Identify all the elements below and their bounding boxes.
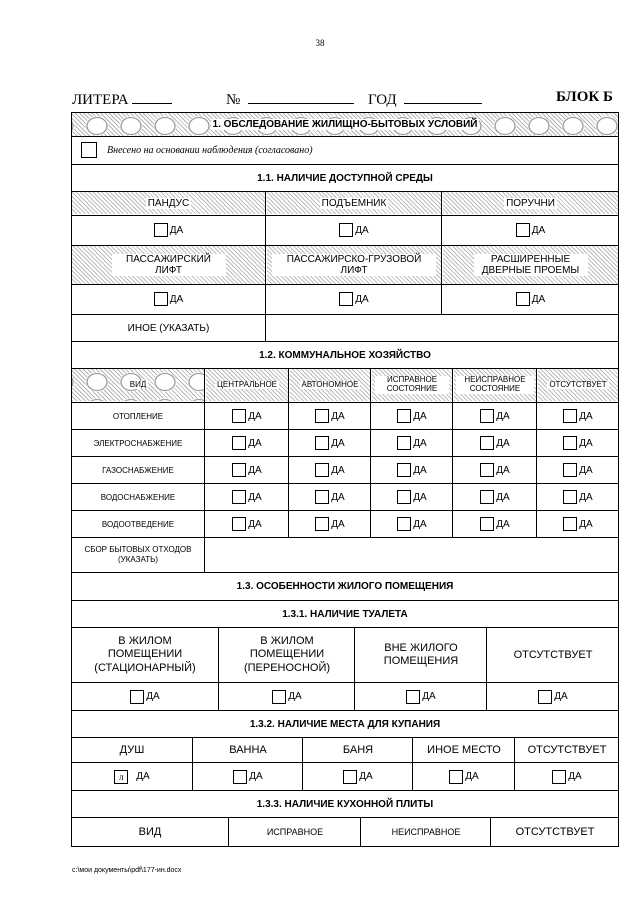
utility-autonomous-checkbox[interactable] [315, 490, 329, 504]
toilet-absent-checkbox[interactable] [538, 690, 552, 704]
utility-working-yes[interactable]: ДА [372, 430, 452, 456]
col-absent: ОТСУТСТВУЕТ [538, 369, 618, 401]
utility-central-checkbox[interactable] [232, 436, 246, 450]
file-path-footer: c:\мои документы\pdf\177-ин.docx [72, 867, 182, 874]
toilet-absent-header: ОТСУТСТВУЕТ [513, 649, 593, 661]
utility-working-checkbox[interactable] [397, 517, 411, 531]
toilet-stationary-yes[interactable]: ДА [72, 683, 218, 710]
utility-autonomous-yes[interactable]: ДА [290, 484, 370, 510]
bath-shower-header: ДУШ [119, 744, 145, 756]
toilet-stationary-checkbox[interactable] [130, 690, 144, 704]
col-autonomous: АВТОНОМНОЕ [290, 369, 370, 401]
bath-tub-header: ВАННА [229, 744, 267, 756]
section-1-3-2-title-bar [72, 711, 618, 737]
utility-central-checkbox[interactable] [232, 409, 246, 423]
utility-row-label: ГАЗОСНАБЖЕНИЕ [102, 465, 174, 475]
utility-working-yes[interactable]: ДА [372, 484, 452, 510]
section-1-3-3-title: 1.3.3. НАЛИЧИЕ КУХОННОЙ ПЛИТЫ [256, 798, 434, 810]
utility-working-checkbox[interactable] [397, 436, 411, 450]
utility-central-checkbox[interactable] [232, 490, 246, 504]
lift-header: ПОДЪЕМНИК [267, 192, 441, 214]
observed-checkbox[interactable] [81, 142, 97, 158]
utility-central-checkbox[interactable] [232, 463, 246, 477]
utility-row-label: ВОДООТВЕДЕНИЕ [101, 519, 175, 529]
utility-central-checkbox[interactable] [232, 517, 246, 531]
bath-sauna-header: БАНЯ [342, 744, 374, 756]
toilet-portable-checkbox[interactable] [272, 690, 286, 704]
bath-other-header: ИНОЕ МЕСТО [427, 744, 501, 756]
number-label: № [226, 92, 241, 108]
section-1-title: 1. ОБСЛЕДОВАНИЕ ЖИЛИЩНО-БЫТОВЫХ УСЛОВИЙ [212, 119, 478, 130]
bath-other-yes[interactable]: ДА [414, 763, 514, 790]
utility-working-yes[interactable]: ДА [372, 511, 452, 537]
utility-central-yes[interactable]: ДА [206, 484, 288, 510]
toilet-portable-yes[interactable]: ДА [220, 683, 354, 710]
section-1-3-1-title: 1.3.1. НАЛИЧИЕ ТУАЛЕТА [282, 608, 408, 620]
utility-broken-checkbox[interactable] [480, 517, 494, 531]
section-1-title-bar [72, 113, 618, 136]
bath-shower-checkbox[interactable]: л [114, 770, 128, 784]
section-1-3-1-title-bar [72, 601, 618, 627]
utility-autonomous-yes[interactable]: ДА [290, 403, 370, 429]
bath-absent-header: ОТСУТСТВУЕТ [527, 744, 607, 756]
toilet-portable-header: В ЖИЛОМ ПОМЕЩЕНИИ (ПЕРЕНОСНОЙ) [243, 635, 331, 674]
section-1-2-title-bar [72, 342, 618, 368]
bath-tub-checkbox[interactable] [233, 770, 247, 784]
bath-shower-yes[interactable]: л ДА [72, 763, 192, 790]
utility-absent-checkbox[interactable] [563, 436, 577, 450]
section-1-1-title-bar [72, 165, 618, 191]
utility-broken-checkbox[interactable] [480, 409, 494, 423]
litera-field[interactable] [72, 89, 172, 109]
freight-lift-header: ПАССАЖИРСКО-ГРУЗОВОЙ ЛИФТ [267, 246, 441, 284]
utility-broken-yes[interactable]: ДА [454, 457, 536, 483]
utility-row-label: ВОДОСНАБЖЕНИЕ [100, 492, 176, 502]
passenger-lift-checkbox[interactable] [154, 292, 168, 306]
utility-working-checkbox[interactable] [397, 463, 411, 477]
utility-absent-yes[interactable]: ДА [538, 484, 618, 510]
section-1-2-title: 1.2. КОММУНАЛЬНОЕ ХОЗЯЙСТВО [259, 349, 431, 361]
utility-central-yes[interactable]: ДА [206, 457, 288, 483]
bath-sauna-checkbox[interactable] [343, 770, 357, 784]
wide-doors-header: РАСШИРЕННЫЕ ДВЕРНЫЕ ПРОЕМЫ [443, 246, 618, 284]
bath-sauna-yes[interactable]: ДА [304, 763, 412, 790]
utility-broken-yes[interactable]: ДА [454, 430, 536, 456]
other-accessibility-label: ИНОЕ (УКАЗАТЬ) [127, 322, 210, 334]
utility-autonomous-yes[interactable]: ДА [290, 511, 370, 537]
bath-absent-yes[interactable]: ДА [516, 763, 618, 790]
utility-autonomous-checkbox[interactable] [315, 436, 329, 450]
number-blank[interactable] [248, 89, 354, 104]
wide-doors-yes[interactable]: ДА [443, 285, 618, 313]
utility-central-yes[interactable]: ДА [206, 430, 288, 456]
bath-tub-yes[interactable]: ДА [194, 763, 302, 790]
year-label: ГОД [368, 92, 397, 108]
utility-absent-checkbox[interactable] [563, 409, 577, 423]
handrails-checkbox[interactable] [516, 223, 530, 237]
utility-working-checkbox[interactable] [397, 409, 411, 423]
lift-checkbox[interactable] [339, 223, 353, 237]
ramp-yes[interactable]: ДА [72, 216, 265, 244]
utility-working-yes[interactable]: ДА [372, 457, 452, 483]
utility-row-label: ОТОПЛЕНИЕ [112, 411, 164, 421]
utility-working-yes[interactable]: ДА [372, 403, 452, 429]
bath-absent-checkbox[interactable] [552, 770, 566, 784]
toilet-outside-header: ВНЕ ЖИЛОГО ПОМЕЩЕНИЯ [383, 641, 459, 667]
handrails-header: ПОРУЧНИ [443, 192, 618, 214]
utility-central-yes[interactable]: ДА [206, 511, 288, 537]
year-field[interactable] [368, 89, 482, 109]
utility-absent-yes[interactable]: ДА [538, 430, 618, 456]
wide-doors-checkbox[interactable] [516, 292, 530, 306]
col-working: ИСПРАВНОЕ СОСТОЯНИЕ [372, 369, 452, 401]
stove-absent-header: ОТСУТСТВУЕТ [515, 826, 595, 838]
stove-broken-header: НЕИСПРАВНОЕ [391, 827, 461, 837]
lift-yes[interactable]: ДА [267, 216, 441, 244]
section-1-3-2-title: 1.3.2. НАЛИЧИЕ МЕСТА ДЛЯ КУПАНИЯ [249, 718, 441, 730]
col-type: ВИД [72, 369, 204, 401]
toilet-stationary-header: В ЖИЛОМ ПОМЕЩЕНИИ (СТАЦИОНАРНЫЙ) [94, 635, 196, 674]
freight-lift-yes[interactable]: ДА [267, 285, 441, 313]
freight-lift-checkbox[interactable] [339, 292, 353, 306]
section-1-3-title-bar [72, 573, 618, 600]
col-broken: НЕИСПРАВНОЕ СОСТОЯНИЕ [454, 369, 536, 401]
handrails-yes[interactable]: ДА [443, 216, 618, 244]
section-1-3-title: 1.3. ОСОБЕННОСТИ ЖИЛОГО ПОМЕЩЕНИЯ [236, 581, 454, 592]
other-accessibility-field[interactable] [267, 315, 617, 341]
block-label: БЛОК Б [556, 89, 613, 105]
ramp-header: ПАНДУС [72, 192, 265, 214]
waste-field[interactable] [206, 538, 617, 572]
utility-autonomous-checkbox[interactable] [315, 463, 329, 477]
stove-working-header: ИСПРАВНОЕ [266, 827, 324, 837]
utility-absent-yes[interactable]: ДА [538, 403, 618, 429]
litera-label: ЛИТЕРА [72, 92, 129, 108]
utility-autonomous-yes[interactable]: ДА [290, 457, 370, 483]
utility-broken-yes[interactable]: ДА [454, 511, 536, 537]
page-number: 38 [315, 38, 325, 48]
section-1-3-3-title-bar [72, 791, 618, 817]
utility-autonomous-checkbox[interactable] [315, 409, 329, 423]
utility-working-checkbox[interactable] [397, 490, 411, 504]
utility-absent-yes[interactable]: ДА [538, 457, 618, 483]
utility-absent-checkbox[interactable] [563, 463, 577, 477]
passenger-lift-yes[interactable]: ДА [72, 285, 265, 313]
utility-absent-checkbox[interactable] [563, 517, 577, 531]
utility-broken-checkbox[interactable] [480, 490, 494, 504]
utility-broken-checkbox[interactable] [480, 463, 494, 477]
stove-type-header: ВИД [138, 826, 162, 838]
utility-absent-checkbox[interactable] [563, 490, 577, 504]
ramp-checkbox[interactable] [154, 223, 168, 237]
toilet-outside-checkbox[interactable] [406, 690, 420, 704]
utility-autonomous-yes[interactable]: ДА [290, 430, 370, 456]
toilet-outside-yes[interactable]: ДА [356, 683, 486, 710]
passenger-lift-header: ПАССАЖИРСКИЙ ЛИФТ [72, 246, 265, 284]
toilet-absent-yes[interactable]: ДА [488, 683, 618, 710]
section-1-1-title: 1.1. НАЛИЧИЕ ДОСТУПНОЙ СРЕДЫ [257, 172, 433, 184]
utility-autonomous-checkbox[interactable] [315, 517, 329, 531]
observed-row [81, 142, 313, 158]
col-central: ЦЕНТРАЛЬНОЕ [206, 369, 288, 401]
utility-broken-yes[interactable]: ДА [454, 403, 536, 429]
waste-label: СБОР БЫТОВЫХ ОТХОДОВ (УКАЗАТЬ) [84, 545, 192, 564]
utility-broken-checkbox[interactable] [480, 436, 494, 450]
survey-form [71, 112, 619, 847]
observed-note: Внесено на основании наблюдения (согласовано) [107, 144, 313, 156]
year-blank[interactable] [404, 89, 482, 104]
utility-row-label: ЭЛЕКТРОСНАБЖЕНИЕ [93, 438, 183, 448]
utility-absent-yes[interactable]: ДА [538, 511, 618, 537]
bath-other-checkbox[interactable] [449, 770, 463, 784]
utility-central-yes[interactable]: ДА [206, 403, 288, 429]
litera-blank[interactable] [132, 89, 172, 104]
utility-broken-yes[interactable]: ДА [454, 484, 536, 510]
number-field[interactable] [226, 89, 354, 109]
